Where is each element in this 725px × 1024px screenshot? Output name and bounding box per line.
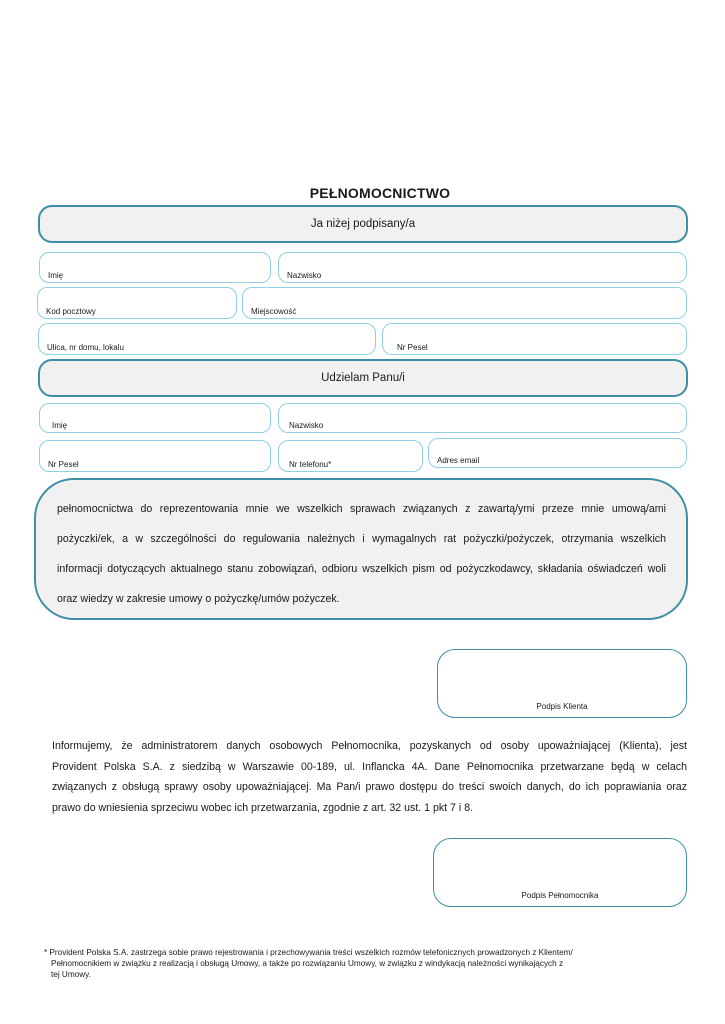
agent-pesel-field[interactable] <box>39 440 271 472</box>
agent-last-name-label: Nazwisko <box>289 421 324 430</box>
agent-signature-box[interactable] <box>433 838 687 907</box>
notice-line: związanych z obsługą sprawy osoby upoważniającej. Ma Pan/i prawo dostępu do treści swoich danych, do ich poprawiania oraz <box>52 781 687 793</box>
notice-line: Informujemy, że administratorem danych osobowych Pełnomocnika, pozyskanych od osoby upoważniającej (Klienta), jest <box>52 740 687 752</box>
principal-pesel-field[interactable] <box>382 323 687 355</box>
principal-city-field[interactable] <box>242 287 687 319</box>
client-signature-label: Podpis Klienta <box>536 702 588 711</box>
notice-line: prawo do wniesienia sprzeciwu wobec ich przetwarzania, zgodnie z art. 32 ust. 1 pkt 7 i 8. <box>52 801 474 814</box>
authorization-line: pełnomocnictwa do reprezentowania mnie we wszelkich sprawach związanych z zawartą/ymi przeze mnie umową/ami <box>57 503 666 515</box>
footnote-line: * Provident Polska S.A. zastrzega sobie prawo rejestrowania i przechowywania treści wszelkich rozmów telefonicznych prowadzonych z Klientem/ <box>44 948 573 957</box>
agent-last-name-field[interactable] <box>278 403 687 433</box>
agent-header <box>38 359 688 397</box>
principal-pesel-label: Nr Pesel <box>397 343 428 352</box>
agent-email-field[interactable] <box>428 438 687 468</box>
agent-phone-field[interactable] <box>278 440 423 472</box>
agent-phone-label: Nr telefonu* <box>289 460 332 469</box>
authorization-line: informacji dotyczących aktualnego stanu zobowiązań, odbioru wszelkich pism od pożyczkodawcy, składania oświadczeń woli <box>57 563 666 575</box>
principal-street-field[interactable] <box>38 323 376 355</box>
principal-postal-code-field[interactable] <box>37 287 237 319</box>
notice-line: Provident Polska S.A. z siedzibą w Warszawie 00-189, ul. Inflancka 4A. Dane Pełnomocnika przetwarzane będą w celach <box>52 760 687 773</box>
authorization-line: oraz wiedzy w zakresie umowy o pożyczkę/umów pożyczek. <box>57 593 340 605</box>
agent-email-label: Adres email <box>437 456 480 465</box>
agent-pesel-label: Nr Pesel <box>48 460 79 469</box>
principal-last-name-field[interactable] <box>278 252 687 283</box>
principal-street-label: Ulica, nr domu, lokalu <box>47 343 124 352</box>
client-signature-box[interactable] <box>437 649 687 718</box>
footnote-line: Pełnomocnikiem w związku z realizacją i obsługą Umowy, a także po rozwiązaniu Umowy, w związku z windykacją należności wynikających z <box>51 959 564 968</box>
principal-city-label: Miejscowość <box>251 307 297 316</box>
agent-signature-label: Podpis Pełnomocnika <box>521 891 599 900</box>
principal-first-name-field[interactable] <box>39 252 271 283</box>
authorization-line: pożyczki/ek, a w szczególności do regulowania należnych i wymagalnych rat pożyczki/pożyczek, otrzymania wszelkich <box>57 533 666 545</box>
footnote <box>44 947 684 980</box>
data-protection-notice <box>52 736 687 818</box>
footnote-line: tej Umowy. <box>51 970 91 979</box>
principal-first-name-label: Imię <box>48 271 64 280</box>
agent-first-name-label: Imię <box>52 421 68 430</box>
page-title: PEŁNOMOCNICTWO <box>309 185 451 201</box>
authorization-text-box <box>34 478 688 620</box>
agent-header-label: Udzielam Panu/i <box>321 372 405 384</box>
principal-postal-code-label: Kod pocztowy <box>46 307 96 316</box>
principal-last-name-label: Nazwisko <box>287 271 322 280</box>
agent-first-name-field[interactable] <box>39 403 271 433</box>
principal-header-label: Ja niżej podpisany/a <box>310 218 416 230</box>
principal-header <box>38 205 688 243</box>
